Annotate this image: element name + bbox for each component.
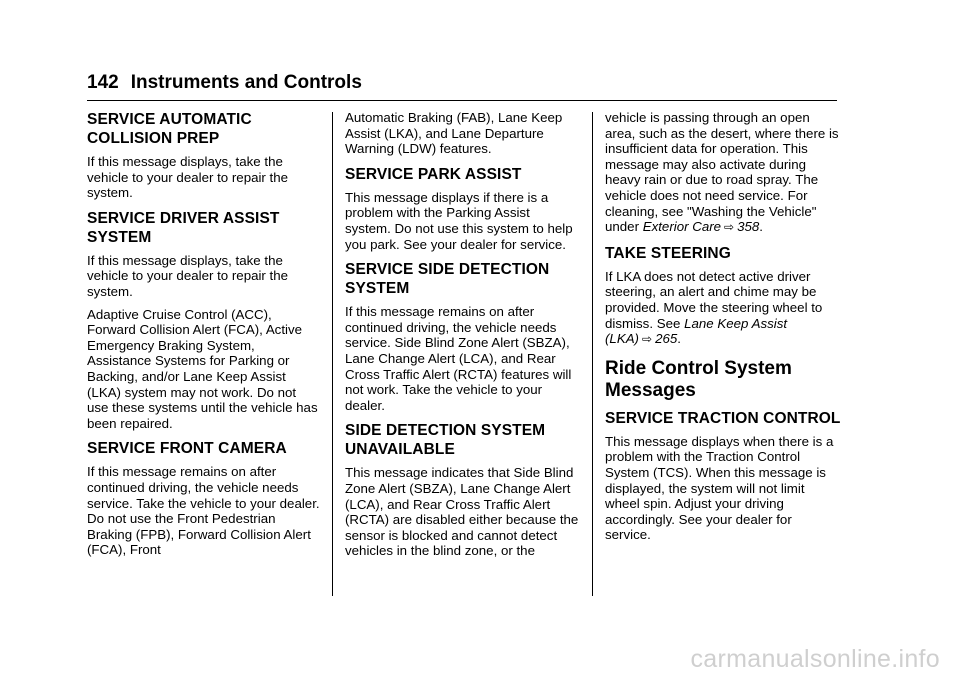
paragraph-continued-fab: Automatic Braking (FAB), Lane Keep Assist (LKA), and Lane Departure Warning (LDW) features. <box>345 110 563 157</box>
link-page-265[interactable]: 265 <box>655 331 678 347</box>
link-exterior-care[interactable]: Exterior Care <box>642 219 722 235</box>
header-rule <box>87 100 837 101</box>
column-3 <box>605 110 841 550</box>
heading-service-automatic-collision-prep: SERVICE AUTOMATIC COLLISION PREP <box>87 111 252 147</box>
paragraph-take-steering-text: If LKA does not detect active driver steering, an alert and chime may be provided. Move the steering wheel to dismiss. See <box>605 268 823 331</box>
heading-service-traction-control: SERVICE TRACTION CONTROL <box>605 409 841 427</box>
paragraph-side-detection-unavailable: This message indicates that Side Blind Zone Alert (SBZA), Lane Change Alert (LCA), and Rear Cross Traffic Alert (RCTA) are disabled either because the sensor is blocked and cannot detect vehicles in the blind zone, or the <box>345 465 579 559</box>
heading-side-detection-unavailable: SIDE DETECTION SYSTEM UNAVAILABLE <box>345 422 546 459</box>
paragraph-service-driver-assist-1: If this message displays, take the vehicle to your dealer to repair the system. <box>87 252 289 299</box>
paragraph-continued-text: vehicle is passing through an open area, such as the desert, where there is insufficient data for operation. This message may also activate during heavy rain or due to road spray. The vehicle does not need service. For cleaning, see "Washing the Vehicle" under <box>605 110 839 235</box>
paragraph-continued-open-area <box>605 110 841 236</box>
ref-end-punct: . <box>759 219 763 235</box>
paragraph-service-driver-assist-2: Adaptive Cruise Control (ACC), Forward Collision Alert (FCA), Active Emergency Braking System, Assistance Systems for Parking or Backing, and/or Lane Keep Assist (LKA) system may not work. Do not use these systems until the vehicle has been repaired. <box>87 306 318 431</box>
paragraph-service-park-assist: This message displays if there is a problem with the Parking Assist system. Do not use this system to help you park. See your dealer for service. <box>345 189 573 252</box>
ref-end-punct: . <box>677 331 681 347</box>
page-number: 142 <box>87 72 119 93</box>
link-lane-keep-assist[interactable]: Lane Keep Assist (LKA) <box>605 315 788 347</box>
paragraph-take-steering <box>605 269 841 348</box>
page-header <box>87 72 362 94</box>
section-title: Instruments and Controls <box>130 72 362 93</box>
page-ref-arrow-icon: ⇨ <box>642 332 653 347</box>
heading-ride-control-system-messages: Ride Control System Messages <box>605 357 792 401</box>
link-page-358[interactable]: 358 <box>737 219 760 235</box>
heading-take-steering: TAKE STEERING <box>605 244 731 262</box>
paragraph-service-automatic-collision-prep: If this message displays, take the vehicle to your dealer to repair the system. <box>87 154 289 201</box>
column-1 <box>87 110 321 565</box>
paragraph-service-side-detection-system: If this message remains on after continued driving, the vehicle needs service. Side Blind Zone Alert (SBZA), Lane Change Alert (LCA), and Rear Cross Traffic Alert (RCTA) features will not work. Take the vehicle to your dealer. <box>345 304 572 413</box>
heading-service-side-detection-system: SERVICE SIDE DETECTION SYSTEM <box>345 261 550 298</box>
column-divider-2 <box>592 112 593 596</box>
heading-service-driver-assist-system: SERVICE DRIVER ASSIST SYSTEM <box>87 209 280 246</box>
column-2 <box>345 110 579 566</box>
paragraph-service-traction-control: This message displays when there is a problem with the Traction Control System (TCS). When this message is displayed, the system will not limit wheel spin. Adjust your driving accordingly. See your dealer for service. <box>605 433 834 543</box>
heading-service-front-camera: SERVICE FRONT CAMERA <box>87 440 287 458</box>
heading-service-park-assist: SERVICE PARK ASSIST <box>345 165 522 183</box>
page-ref-arrow-icon: ⇨ <box>724 220 735 235</box>
watermark: carmanualsonline.info <box>690 645 940 673</box>
column-divider-1 <box>332 112 333 596</box>
paragraph-service-front-camera: If this message remains on after continued driving, the vehicle needs service. Take the vehicle to your dealer. Do not use the Front Pedestrian Braking (FPB), Forward Collision Alert (FCA), Front <box>87 464 320 558</box>
